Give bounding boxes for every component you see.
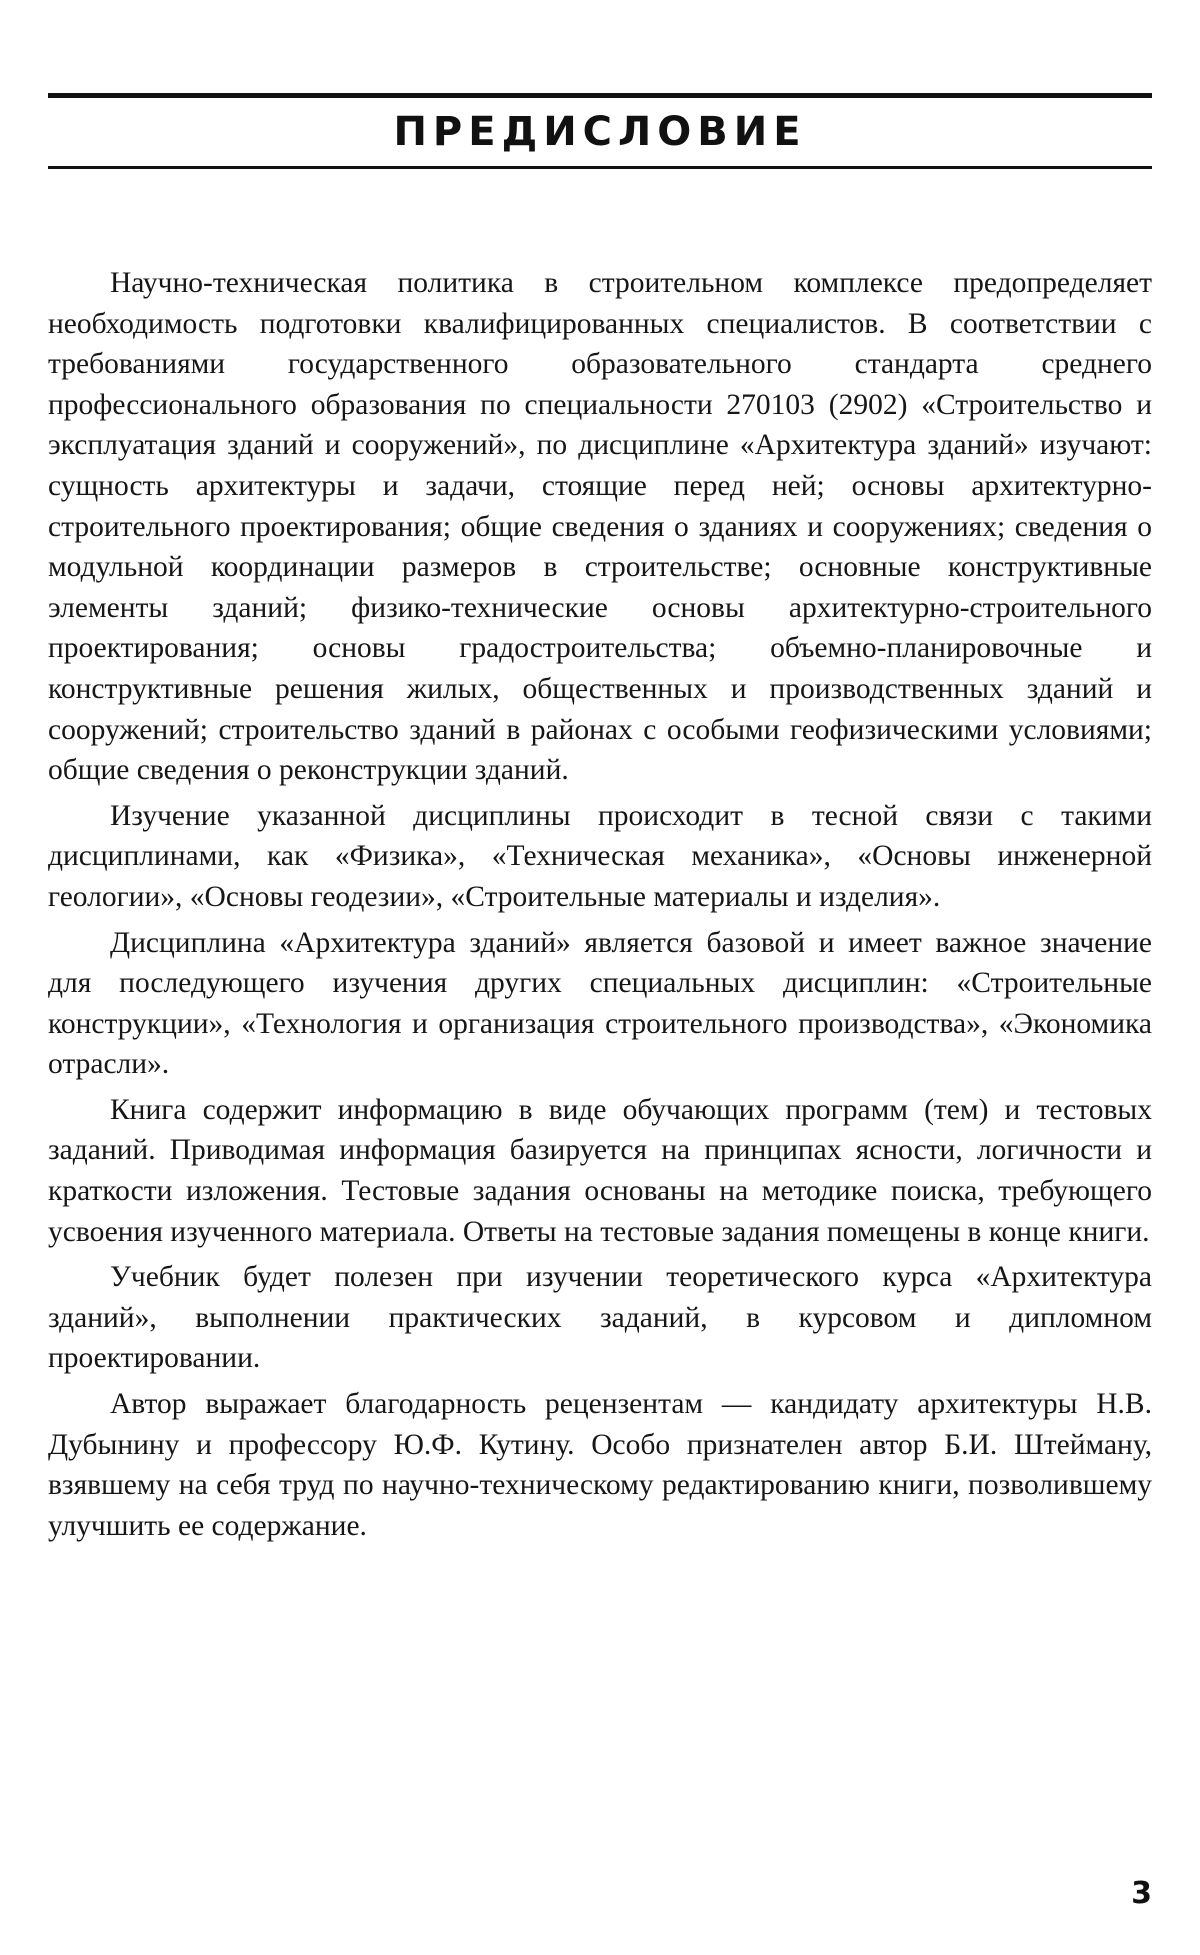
preface-body bbox=[48, 263, 1152, 1546]
paragraph: Учебник будет полезен при изучении теоретического курса «Архитектура зданий», выполнении практических заданий, в курсовом и дипломном проектировании. bbox=[48, 1261, 1152, 1375]
paragraph: Автор выражает благодарность рецензентам — кандидату архитектуры Н.В. Дубынину и профессору Ю.Ф. Кутину. Особо признателен автор Б.И. Штейману, взявшему на себя труд по научно-техническому редактированию книги, позволившему улучшить ее содержание. bbox=[48, 1388, 1152, 1542]
page-heading: ПРЕДИСЛОВИЕ bbox=[393, 109, 807, 155]
paragraph: Книга содержит информацию в виде обучающих программ (тем) и тестовых заданий. Приводимая информация базируется на принципах ясности, логичности и краткости изложения. Тестовые задания основаны на методике поиска, требующего усвоения изученного материала. Ответы на тестовые задания помещены в конце книги. bbox=[48, 1093, 1152, 1248]
heading-top-rule bbox=[48, 93, 1152, 98]
page-number: 3 bbox=[1131, 1876, 1152, 1911]
paragraph: Изучение указанной дисциплины происходит в тесной связи с такими дисциплинами, как «Физика», «Техническая механика», «Основы инженерной геологии», «Основы геодезии», «Строительные материалы и изделия». bbox=[48, 799, 1152, 913]
heading-bottom-rule bbox=[48, 166, 1152, 169]
paragraph: Дисциплина «Архитектура зданий» является базовой и имеет важное значение для последующего изучения других специальных дисциплин: «Строительные конструкции», «Технология и организация строительного производства», «Экономика отрасли». bbox=[48, 926, 1152, 1081]
paragraph: Научно-техническая политика в строительном комплексе предопределяет необходимость подготовки квалифицированных специалистов. В соответствии с требованиями государственного образовательного стандарта среднего профессионального образования по специальности 270103 (2902) «Строительство и эксплуатация зданий и сооружений», по дисциплине «Архитектура зданий» изучают: сущность архитектуры и задачи, стоящие перед ней; основы архитектурно-строительного проектирования; общие сведения о зданиях и сооружениях; сведения о модульной координации размеров в строительстве; основные конструктивные элементы зданий; физико-технические основы архитектурно-строительного проектирования; основы градостроительства; объемно-планировочные и конструктивные решения жилых, общественных и производственных зданий и сооружений; строительство зданий в районах с особыми геофизическими условиями; общие сведения о реконструкции зданий. bbox=[48, 267, 1152, 787]
